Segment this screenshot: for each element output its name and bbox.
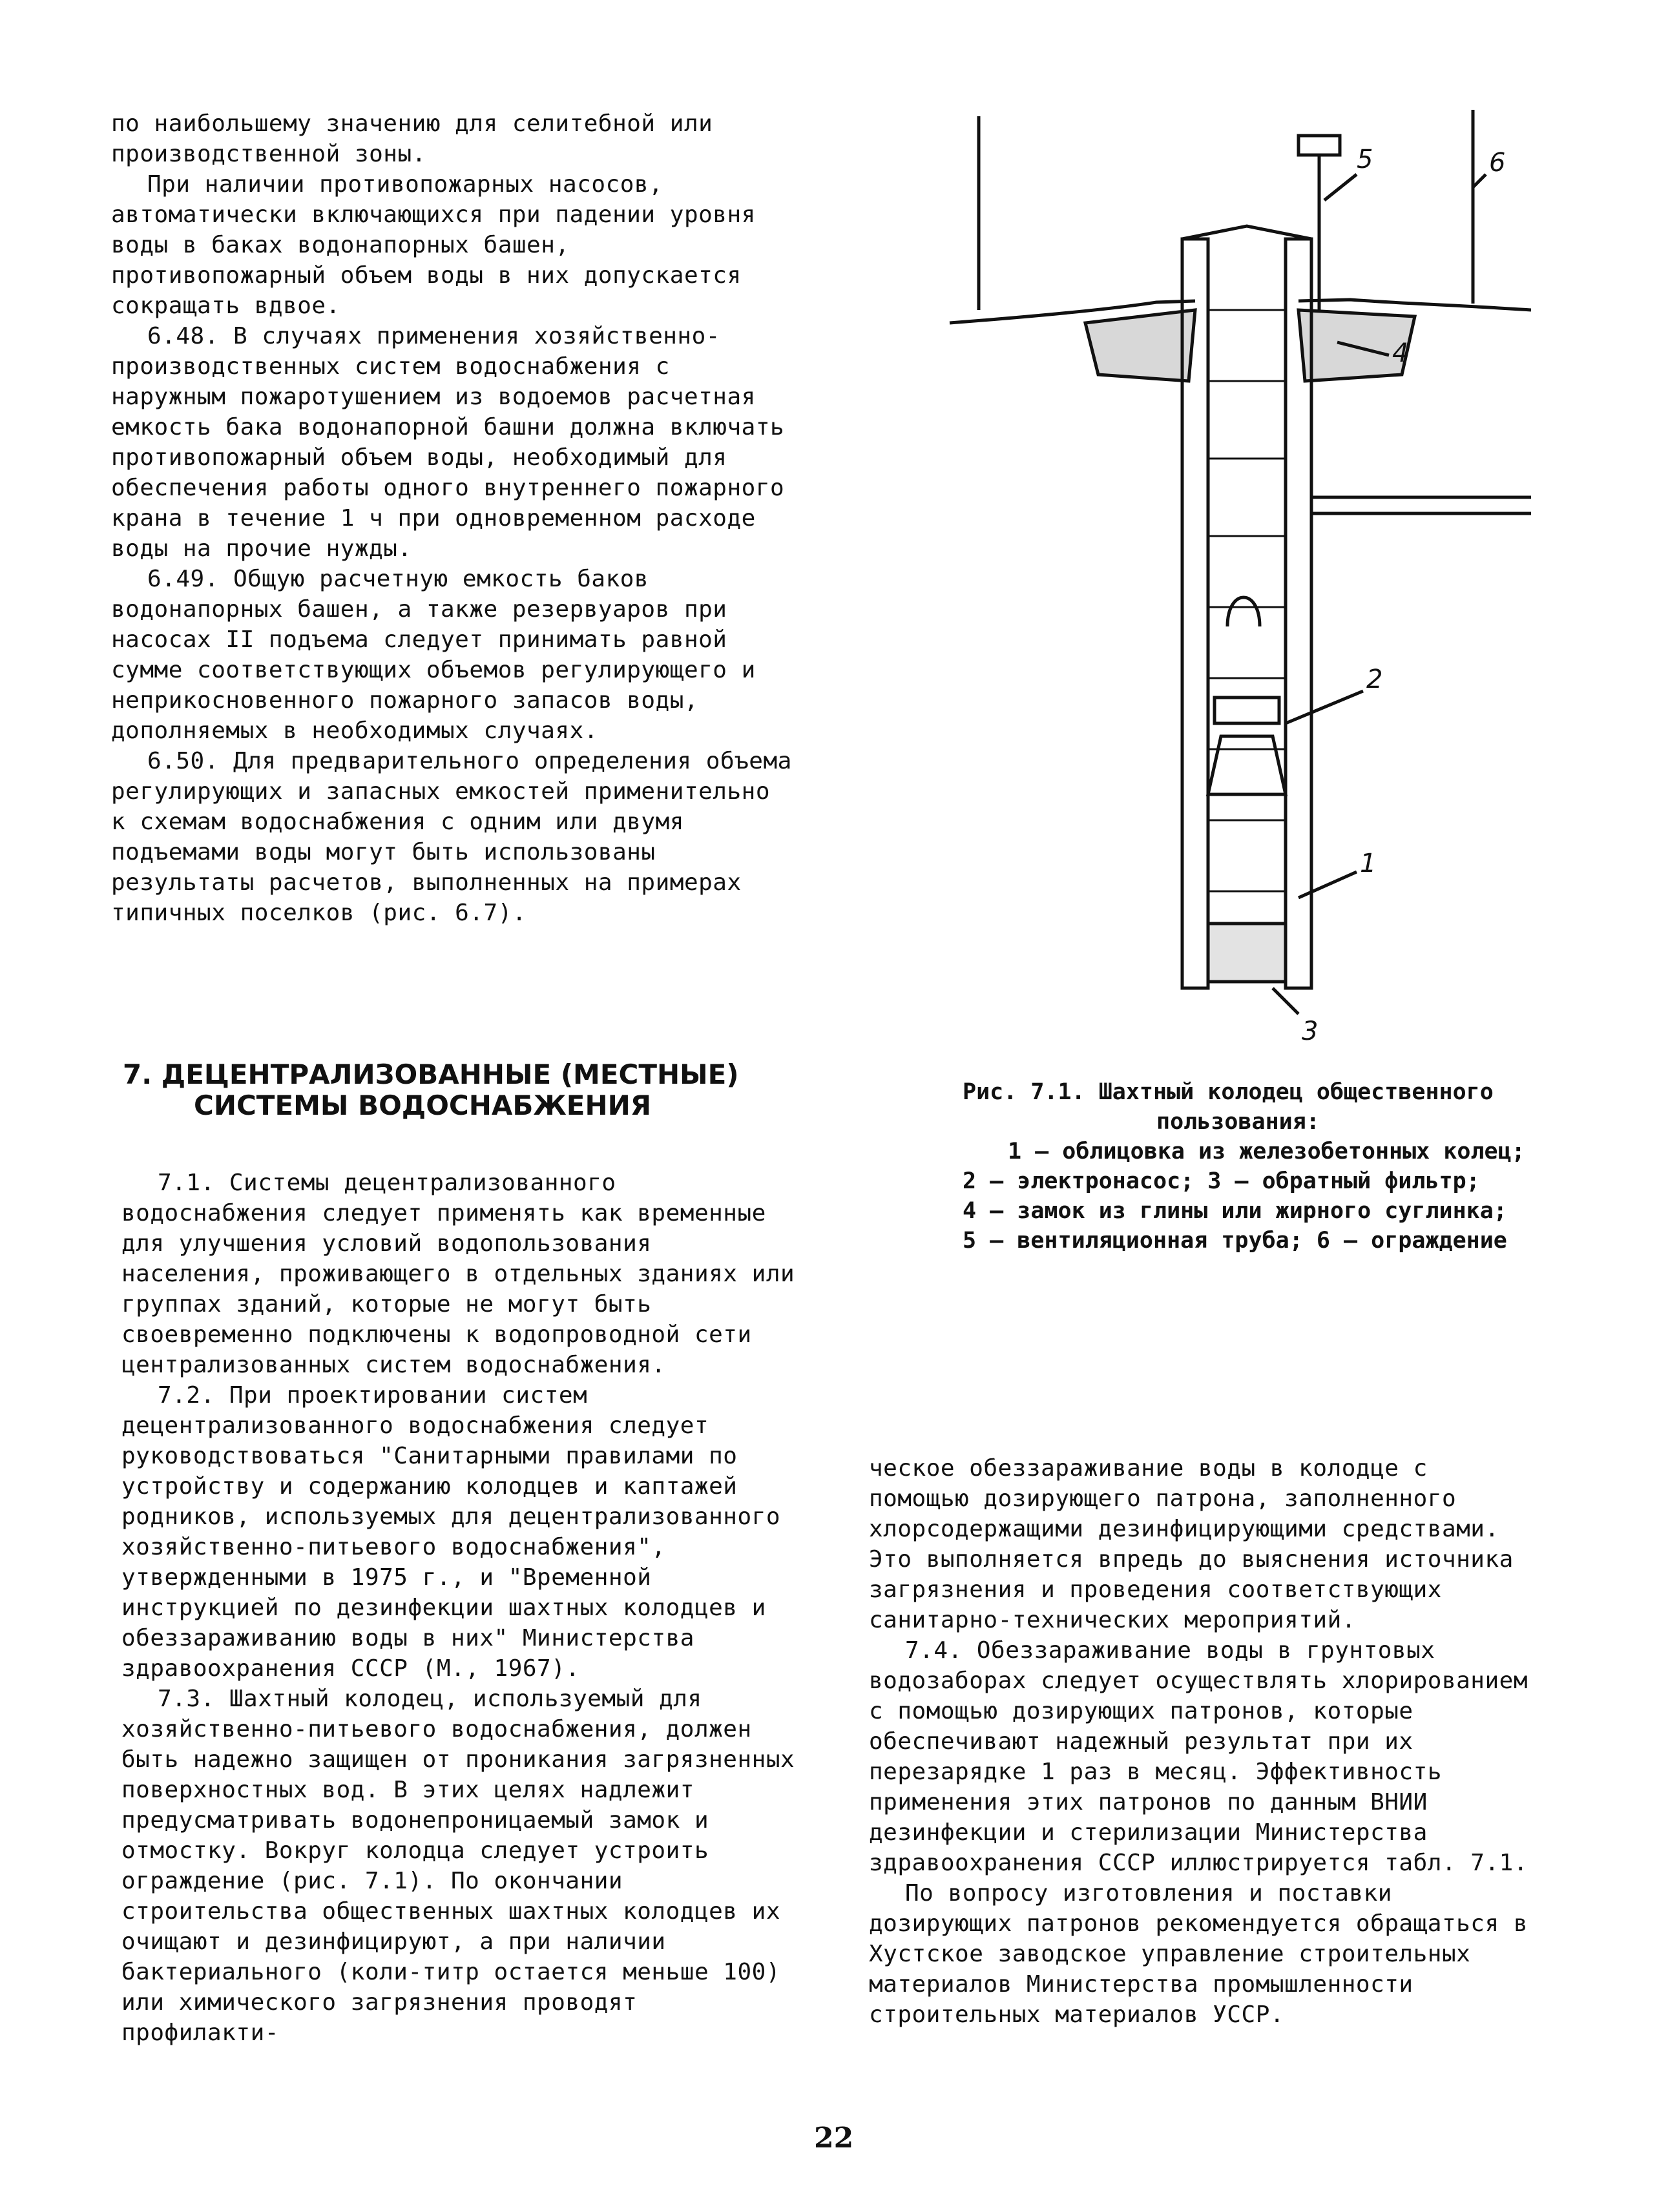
return-filter bbox=[1208, 924, 1286, 982]
pump-body bbox=[1208, 736, 1286, 794]
label-1: 1 bbox=[1360, 849, 1377, 878]
right-column-bottom bbox=[869, 1453, 1543, 2030]
caption-item-1: 1 – облицовка из железобетонных колец; bbox=[1008, 1139, 1525, 1164]
label-5: 5 bbox=[1357, 145, 1373, 174]
caption-title-1: Рис. 7.1. Шахтный колодец общественного bbox=[963, 1079, 1494, 1105]
label-4: 4 bbox=[1392, 338, 1409, 368]
well-cap bbox=[1182, 226, 1311, 239]
page-number: 22 bbox=[814, 2122, 854, 2155]
electric-pump bbox=[1215, 698, 1279, 723]
paragraph-7-3: 7.3. Шахтный колодец, используемый для хозяйственно-питьевого водоснабжения, должен быть надежно защищен от проникания загрязненных поверхностных вод. В этих целях надлежит предусматривать водонепроницаемый замок и отмостку. Вокруг колодца следует устроить ограждение (рис. 7.1). По окончании строительства общественных шахтных колодцев их очищают и дезинфицируют, а при наличии бактериального (коли-титр остается меньше 100) или химического загрязнения проводят профилакти- bbox=[121, 1686, 809, 2046]
caption-title-2: пользования: bbox=[1156, 1109, 1320, 1135]
paragraph-7-1: 7.1. Системы децентрализованного водоснабжения следует применять как временные для улучшения условий водопользования населения, проживающего в отдельных зданиях или группах зданий, которые не могут быть своевременно подключены к водопроводной сети централизованных систем водоснабжения. bbox=[121, 1170, 809, 1378]
paragraph: При наличии противопожарных насосов, автоматически включающихся при падении уровня воды в баках водонапорных башен, противопожарный объем воды в них допускается сокращать вдвое. bbox=[111, 171, 771, 319]
left-column-bottom bbox=[121, 1168, 809, 2048]
pump-hose bbox=[1227, 597, 1260, 626]
section-heading-line2: СИСТЕМЫ ВОДОСНАБЖЕНИЯ bbox=[194, 1090, 652, 1121]
paragraph-6-50: 6.50. Для предварительного определения объема регулирующих и запасных емкостей применительно к схемам водоснабжения с одним или двумя подъемами воды могут быть использованы результаты расчетов, выполненных на примерах типичных поселков (рис. 6.7). bbox=[111, 748, 807, 926]
section-heading bbox=[123, 1059, 808, 1121]
paragraph-6-48: 6.48. В случаях применения хозяйственно-производственных систем водоснабжения с наружным пожаротушением из водоемов расчетная емкость бака водонапорной башни должна включать противопожарный объем воды, необходимый для обеспечения работы одного внутреннего пожарного крана в течение 1 ч при одновременном расходе воды на прочие нужды. bbox=[111, 323, 799, 562]
caption-item-2: 2 – электронасос; 3 – обратный фильтр; bbox=[963, 1168, 1480, 1194]
label-6: 6 bbox=[1489, 148, 1506, 178]
shaft-well-figure bbox=[937, 97, 1531, 1053]
vent-pipe-cap bbox=[1298, 136, 1340, 155]
label-3: 3 bbox=[1302, 1017, 1319, 1046]
section-heading-line1: 7. ДЕЦЕНТРАЛИЗОВАННЫЕ (МЕСТНЫЕ) bbox=[123, 1059, 739, 1090]
paragraph-7-2: 7.2. При проектировании систем децентрализованного водоснабжения следует руководствоваться "Санитарными правилами по устройству и содержанию колодцев и каптажей родников, используемых для децентрализованного хозяйственно-питьевого водоснабжения", утвержденными в 1975 г., и "Временной инструкцией по дезинфекции шахтных колодцев и обеззараживанию воды в них" Министерства здравоохранения СССР (М., 1967). bbox=[121, 1382, 795, 1682]
paragraph-7-4: 7.4. Обеззараживание воды в грунтовых водозаборах следует осуществлять хлорированием с помощью дозирующих патронов, которые обеспечивают надежный результат при их перезарядке 1 раз в месяц. Эффективность применения этих патронов по данным ВНИИ дезинфекции и стерилизации Министерства здравоохранения СССР иллюстрируется табл. 7.1. bbox=[869, 1637, 1543, 1876]
paragraph-6-49: 6.49. Общую расчетную емкость баков водонапорных башен, а также резервуаров при насосах II подъема следует принимать равной сумме соответствующих объемов регулирующего и неприкосновенного пожарного запасов воды, дополняемых в необходимых случаях. bbox=[111, 566, 771, 744]
paragraph-continued: ческое обеззараживание воды в колодце с помощью дозирующего патрона, заполненного хлорсодержащими дезинфицирующими средствами. Это выполняется впредь до выяснения источника загрязнения и проведения соответствующих санитарно-технических мероприятий. bbox=[869, 1455, 1528, 1633]
ground-line bbox=[950, 300, 1531, 323]
caption-item-4: 5 – вентиляционная труба; 6 – ограждение bbox=[963, 1228, 1507, 1254]
left-column-top bbox=[111, 109, 807, 928]
outlet-pipe bbox=[1311, 497, 1531, 513]
paragraph: по наибольшему значению для селитебной или производственной зоны. bbox=[111, 110, 727, 167]
caption-item-3: 4 – замок из глины или жирного суглинка; bbox=[963, 1198, 1507, 1224]
paragraph: По вопросу изготовления и поставки дозирующих патронов рекомендуется обращаться в Хустское заводское управление строительных материалов Министерства промышленности строительных материалов УССР. bbox=[869, 1880, 1543, 2028]
label-2: 2 bbox=[1366, 665, 1383, 694]
clay-lock-left bbox=[1085, 310, 1195, 381]
figure-caption bbox=[963, 1077, 1609, 1256]
